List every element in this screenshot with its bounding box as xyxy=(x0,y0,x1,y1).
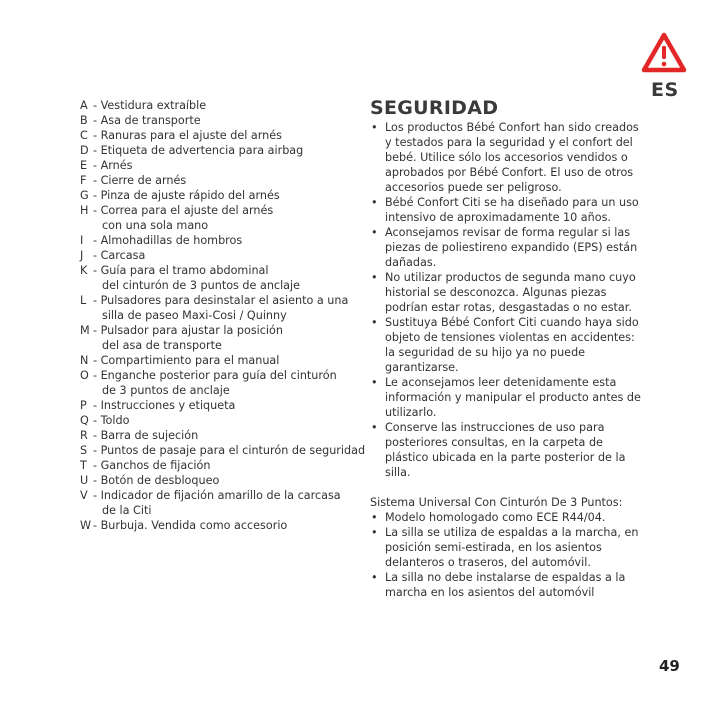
part-item xyxy=(80,98,360,113)
part-description-continued: con una sola mano xyxy=(102,219,209,232)
part-code: O xyxy=(80,369,89,382)
part-item xyxy=(80,458,360,473)
part-code: P xyxy=(80,399,87,412)
bullet-item: • Conserve las instrucciones de uso para posteriores consultas, en la carpeta de plástico ubicada en la parte posterior de la silla. xyxy=(370,420,645,480)
part-code: C xyxy=(80,129,88,142)
part-code: D xyxy=(80,144,89,157)
part-description xyxy=(93,98,360,113)
part-description-line: - Vestidura extraíble xyxy=(93,99,207,112)
part-description xyxy=(93,398,360,413)
part-description-line: - Burbuja. Vendida como accesorio xyxy=(93,519,288,532)
part-description xyxy=(93,368,360,398)
part-item xyxy=(80,203,360,233)
system-heading: Sistema Universal Con Cinturón De 3 Puntos: xyxy=(370,496,623,509)
part-item xyxy=(80,173,360,188)
part-description-line: - Arnés xyxy=(93,159,133,172)
language-code: ES xyxy=(651,79,679,101)
part-item xyxy=(80,113,360,128)
part-item xyxy=(80,413,360,428)
part-item xyxy=(80,368,360,398)
part-description-line: - Barra de sujeción xyxy=(93,429,199,442)
part-code: S xyxy=(80,444,88,457)
part-description xyxy=(93,263,360,293)
safety-section xyxy=(370,96,645,600)
part-description xyxy=(93,413,360,428)
part-description xyxy=(93,158,360,173)
part-description-line: - Pulsadores para desinstalar el asiento a una xyxy=(93,294,349,307)
part-code: B xyxy=(80,114,88,127)
part-description-continued: de 3 puntos de anclaje xyxy=(102,384,230,397)
part-description-line: - Enganche posterior para guía del cinturón xyxy=(93,369,337,382)
part-description-line: - Pulsador para ajustar la posición xyxy=(93,324,283,337)
part-description xyxy=(93,113,360,128)
part-description xyxy=(93,473,360,488)
part-code: K xyxy=(80,264,88,277)
part-item xyxy=(80,353,360,368)
part-code: Q xyxy=(80,414,89,427)
part-description-line: - Correa para el ajuste del arnés xyxy=(93,204,274,217)
part-item xyxy=(80,158,360,173)
part-description-line: - Asa de transporte xyxy=(93,114,201,127)
part-item xyxy=(80,398,360,413)
part-description-line: - Carcasa xyxy=(93,249,146,262)
part-description-continued: del asa de transporte xyxy=(102,339,222,352)
part-description-continued: silla de paseo Maxi-Cosi / Quinny xyxy=(102,309,287,322)
part-description-line: - Guía para el tramo abdominal xyxy=(93,264,269,277)
part-description xyxy=(93,128,360,143)
parts-list xyxy=(80,98,366,533)
part-description xyxy=(93,443,365,458)
part-code: R xyxy=(80,429,88,442)
bullet-item: • La silla se utiliza de espaldas a la marcha, en posición semi-estirada, en los asientos delanteros o traseros, del automóvil. xyxy=(370,525,645,570)
part-code: H xyxy=(80,204,89,217)
part-item xyxy=(80,473,360,488)
part-description-continued: del cinturón de 3 puntos de anclaje xyxy=(102,279,301,292)
part-code: T xyxy=(80,459,87,472)
part-description-line: - Pinza de ajuste rápido del arnés xyxy=(93,189,280,202)
part-description xyxy=(93,353,360,368)
bullet-item: • Le aconsejamos leer detenidamente esta información y manipular el producto antes de utilizarlo. xyxy=(370,375,645,420)
part-description-line: - Etiqueta de advertencia para airbag xyxy=(93,144,304,157)
part-code: A xyxy=(80,99,88,112)
bullet-item: • Los productos Bébé Confort han sido creados y testados para la seguridad y el confort del bebé. Utilice sólo los accesorios vendidos o aprobados por Bébé Confort. El uso de otros accesorios puede ser peligroso. xyxy=(370,120,645,195)
part-item xyxy=(80,128,360,143)
warning-icon xyxy=(641,32,687,74)
part-code: U xyxy=(80,474,89,487)
part-description-line: - Almohadillas de hombros xyxy=(93,234,243,247)
part-code: M xyxy=(80,324,90,337)
part-description-line: - Ganchos de fijación xyxy=(93,459,211,472)
bullet-item: • No utilizar productos de segunda mano cuyo historial se desconozca. Algunas piezas podrían estar rotas, desgastadas o no estar. xyxy=(370,270,645,315)
part-description xyxy=(93,428,360,443)
part-item xyxy=(80,143,360,158)
page-number: 49 xyxy=(659,657,680,675)
part-item xyxy=(80,428,360,443)
part-description-line: - Indicador de fijación amarillo de la carcasa xyxy=(93,489,341,502)
part-description-line: - Instrucciones y etiqueta xyxy=(93,399,236,412)
part-description xyxy=(93,173,360,188)
part-item xyxy=(80,488,360,518)
part-item xyxy=(80,323,360,353)
part-code: G xyxy=(80,189,89,202)
part-item xyxy=(80,188,360,203)
bullet-item: • Sustituya Bébé Confort Citi cuando haya sido objeto de tensiones violentas en accidentes: la seguridad de su hijo ya no puede garantizarse. xyxy=(370,315,645,375)
safety-bullet-list xyxy=(370,120,645,480)
bullet-item: • Aconsejamos revisar de forma regular si las piezas de poliestireno expandido (EPS) están dañadas. xyxy=(370,225,645,270)
system-bullet-list xyxy=(370,510,645,600)
bullet-item: • Modelo homologado como ECE R44/04. xyxy=(370,510,645,525)
part-code: F xyxy=(80,174,87,187)
part-description xyxy=(93,233,360,248)
part-description-continued: de la Citi xyxy=(102,504,152,517)
part-item xyxy=(80,233,360,248)
part-description xyxy=(93,488,360,518)
part-description-line: - Cierre de arnés xyxy=(93,174,187,187)
part-item xyxy=(80,518,360,533)
part-code: L xyxy=(80,294,87,307)
part-code: I xyxy=(80,234,84,247)
part-description xyxy=(93,188,360,203)
part-description xyxy=(93,518,360,533)
part-description xyxy=(93,293,360,323)
part-description xyxy=(93,143,360,158)
part-item xyxy=(80,248,360,263)
part-description xyxy=(93,203,360,233)
part-description-line: - Ranuras para el ajuste del arnés xyxy=(93,129,282,142)
part-description xyxy=(93,458,360,473)
part-code: E xyxy=(80,159,88,172)
part-code: V xyxy=(80,489,88,502)
bullet-item: • La silla no debe instalarse de espaldas a la marcha en los asientos del automóvil xyxy=(370,570,645,600)
part-description-line: - Puntos de pasaje para el cinturón de seguridad xyxy=(93,444,366,457)
part-item xyxy=(80,263,360,293)
section-title: SEGURIDAD xyxy=(370,97,499,119)
part-code: N xyxy=(80,354,89,367)
part-item xyxy=(80,443,366,458)
part-item xyxy=(80,293,360,323)
part-description-line: - Toldo xyxy=(93,414,130,427)
part-description-line: - Botón de desbloqueo xyxy=(93,474,220,487)
part-code: W xyxy=(80,519,92,532)
part-code: J xyxy=(80,249,84,262)
part-description xyxy=(93,323,360,353)
part-description xyxy=(93,248,360,263)
part-description-line: - Compartimiento para el manual xyxy=(93,354,280,367)
bullet-item: • Bébé Confort Citi se ha diseñado para un uso intensivo de aproximadamente 10 años. xyxy=(370,195,645,225)
